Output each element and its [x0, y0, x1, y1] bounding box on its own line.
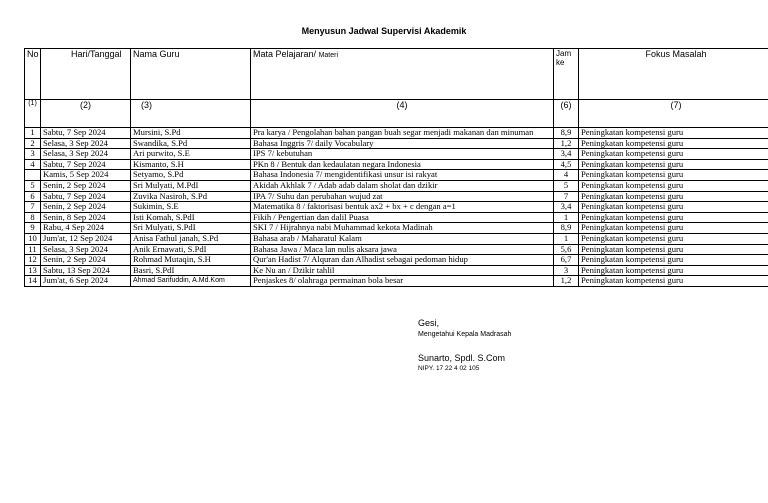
row-no: 1 [25, 128, 41, 139]
row-teacher: Sri Mulyati, M.PdI [131, 180, 251, 191]
row-subject: IPA 7/ Suhu dan perubahan wujud zat [251, 191, 554, 202]
row-fokus: Peningkatan kompetensi guru [579, 138, 768, 149]
row-no: 2 [25, 138, 41, 149]
row-teacher: Swandika, S.Pd [131, 138, 251, 149]
row-fokus: Peningkatan kompetensi guru [579, 233, 768, 244]
table-row [25, 170, 768, 181]
table-row [25, 202, 768, 213]
row-no: 3 [25, 149, 41, 160]
colnum-2: (2) [41, 100, 131, 128]
row-date: Jum'at, 12 Sep 2024 [41, 233, 131, 244]
row-no: 8 [25, 212, 41, 223]
row-subject: Akidah Akhlak 7 / Adab adab dalam sholat dan dzikir [251, 180, 554, 191]
row-fokus: Peningkatan kompetensi guru [579, 255, 768, 266]
row-subject: Bahasa Indonesia 7/ mengidentifikasi unsur isi rakyat [251, 170, 554, 181]
row-fokus: Peningkatan kompetensi guru [579, 159, 768, 170]
row-jam: 1 [554, 212, 579, 223]
row-date: Selasa, 3 Sep 2024 [41, 149, 131, 160]
table-row [25, 191, 768, 202]
row-jam: 3 [554, 265, 579, 276]
row-jam: 6,7 [554, 255, 579, 266]
row-no: 9 [25, 223, 41, 234]
row-no: 10 [25, 233, 41, 244]
colnum-1: (1) [25, 100, 41, 128]
row-teacher: Rohmad Mutaqin, S.H [131, 255, 251, 266]
row-jam: 1 [554, 233, 579, 244]
table-row [25, 159, 768, 170]
row-subject: IPS 7/ kebutuhan [251, 149, 554, 160]
schedule-table [24, 48, 768, 287]
row-date: Senin, 2 Sep 2024 [41, 180, 131, 191]
row-fokus: Peningkatan kompetensi guru [579, 149, 768, 160]
row-fokus: Peningkatan kompetensi guru [579, 180, 768, 191]
row-subject: Fikih / Pengertian dan dalil Puasa [251, 212, 554, 223]
row-date: Senin, 8 Sep 2024 [41, 212, 131, 223]
row-fokus: Peningkatan kompetensi guru [579, 170, 768, 181]
row-no: 4 [25, 159, 41, 170]
column-number-row [25, 100, 768, 128]
header-no: No [25, 49, 41, 100]
row-fokus: Peningkatan kompetensi guru [579, 191, 768, 202]
row-jam: 1,2 [554, 276, 579, 287]
row-fokus: Peningkatan kompetensi guru [579, 244, 768, 255]
table-row [25, 138, 768, 149]
row-no: 14 [25, 276, 41, 287]
row-subject: Penjaskes 8/ olahraga permainan bola besar [251, 276, 554, 287]
row-no: 7 [25, 202, 41, 213]
row-jam: 3,4 [554, 149, 579, 160]
row-date: Senin, 2 Sep 2024 [41, 202, 131, 213]
row-jam: 1,2 [554, 138, 579, 149]
row-teacher: Zuvika Nasiroh, S.Pd [131, 191, 251, 202]
header-materi-label: Materi [318, 52, 339, 59]
row-no: 12 [25, 255, 41, 266]
row-jam: 5,6 [554, 244, 579, 255]
table-row [25, 128, 768, 139]
row-no [25, 170, 41, 181]
row-subject: Ke Nu an / Dzikir tahlil [251, 265, 554, 276]
colnum-4: (4) [251, 100, 554, 128]
row-no: 11 [25, 244, 41, 255]
row-fokus: Peningkatan kompetensi guru [579, 128, 768, 139]
table-row [25, 180, 768, 191]
header-mapel-label: Mata Pelajaran/ [253, 49, 317, 59]
row-date: Selasa, 3 Sep 2024 [41, 138, 131, 149]
row-teacher: Sukimin, S.E [131, 202, 251, 213]
row-teacher: Ahmad Sarifuddin, A.Md.Kom [131, 276, 251, 287]
row-fokus: Peningkatan kompetensi guru [579, 212, 768, 223]
row-no: 13 [25, 265, 41, 276]
signature-role: Mengetahui Kepala Madrasah [418, 331, 512, 338]
row-date: Sabtu, 13 Sep 2024 [41, 265, 131, 276]
header-fokus-masalah: Fokus Masalah [579, 49, 768, 100]
row-fokus: Peningkatan kompetensi guru [579, 276, 768, 287]
table-row [25, 149, 768, 160]
colnum-6: (6) [554, 100, 579, 128]
row-date: Rabu, 4 Sep 2024 [41, 223, 131, 234]
row-subject: Qur'an Hadist 7/ Alquran dan Alhadist sebagai pedoman hidup [251, 255, 554, 266]
row-teacher: Kismanto, S.H [131, 159, 251, 170]
row-subject: SKI 7 / Hijrahnya nabi Muhammad kekota Madinah [251, 223, 554, 234]
table-row [25, 244, 768, 255]
header-nama-guru: Nama Guru [131, 49, 251, 100]
row-jam: 4 [554, 170, 579, 181]
header-mata-pelajaran [251, 49, 554, 100]
row-subject: Bahasa Inggris 7/ daily Vocabulary [251, 138, 554, 149]
colnum-3: (3) [131, 100, 251, 128]
header-row [25, 49, 768, 100]
row-date: Sabtu, 7 Sep 2024 [41, 128, 131, 139]
signature-nip: NIPY. 17 22 4 02 105 [418, 365, 480, 372]
table-row [25, 212, 768, 223]
row-no: 5 [25, 180, 41, 191]
row-no: 6 [25, 191, 41, 202]
table-row [25, 276, 768, 287]
row-subject: PKn 8 / Bentuk dan kedaulatan negara Indonesia [251, 159, 554, 170]
schedule-rows [25, 128, 768, 287]
row-fokus: Peningkatan kompetensi guru [579, 202, 768, 213]
row-subject: Bahasa Jawa / Maca lan nulis aksara jawa [251, 244, 554, 255]
row-teacher: Anik Ernawati, S.PdI [131, 244, 251, 255]
table-row [25, 223, 768, 234]
row-teacher: Basri, S.PdI [131, 265, 251, 276]
row-jam: 3,4 [554, 202, 579, 213]
row-jam: 7 [554, 191, 579, 202]
row-subject: Matematika 8 / faktorisasi bentuk ax2 + bx + c dengan a=1 [251, 202, 554, 213]
page-title: Menyusun Jadwal Supervisi Akademik [301, 26, 467, 36]
signature-place: Gesi, [418, 318, 440, 328]
row-teacher: Setyamo, S.Pd [131, 170, 251, 181]
row-date: Selasa, 3 Sep 2024 [41, 244, 131, 255]
row-fokus: Peningkatan kompetensi guru [579, 265, 768, 276]
row-teacher: Ari purwito, S.E [131, 149, 251, 160]
row-jam: 8,9 [554, 128, 579, 139]
row-fokus: Peningkatan kompetensi guru [579, 223, 768, 234]
row-date: Jum'at, 6 Sep 2024 [41, 276, 131, 287]
signature-name: Sunarto, Spdl. S.Com [418, 353, 506, 363]
header-jam-ke: Jam ke [554, 49, 579, 100]
row-jam: 8,9 [554, 223, 579, 234]
row-teacher: Isti Komah, S.PdI [131, 212, 251, 223]
row-teacher: Sri Mulyati, S.PdI [131, 223, 251, 234]
header-hari-tanggal: Hari/Tanggal [41, 49, 131, 100]
colnum-7: (7) [579, 100, 768, 128]
table-row [25, 233, 768, 244]
table-row [25, 265, 768, 276]
row-date: Sabtu, 7 Sep 2024 [41, 191, 131, 202]
row-date: Kamis, 5 Sep 2024 [41, 170, 131, 181]
row-date: Senin, 2 Sep 2024 [41, 255, 131, 266]
row-subject: Pra karya / Pengolahan bahan pangan buah segar menjadi makanan dan minuman [251, 128, 554, 139]
row-teacher: Anisa Fathul janah, S.Pd [131, 233, 251, 244]
row-jam: 5 [554, 180, 579, 191]
table-row [25, 255, 768, 266]
row-date: Sabtu, 7 Sep 2024 [41, 159, 131, 170]
row-subject: Bahasa arab / Maharatul Kalam [251, 233, 554, 244]
row-teacher: Mursini, S.Pd [131, 128, 251, 139]
row-jam: 4,5 [554, 159, 579, 170]
